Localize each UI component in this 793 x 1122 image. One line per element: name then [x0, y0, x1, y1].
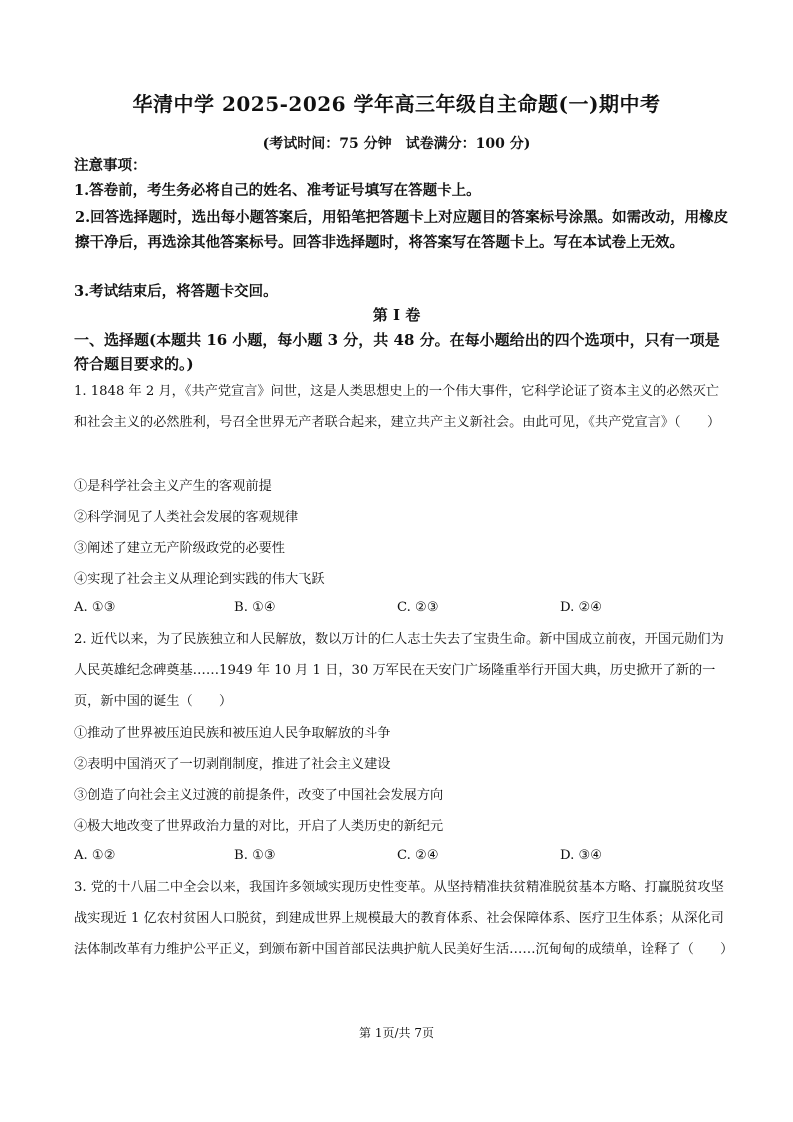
question-1-choices	[74, 600, 714, 620]
notice-item-2: 2.回答选择题时，选出每小题答案后，用铅笔把答题卡上对应题目的答案标号涂黑。如需改动，用橡皮擦干净后，再选涂其他答案标号。回答非选择题时，将答案写在答题卡上。写在本试卷上无效。	[75, 209, 729, 251]
question-1-stem: 1. 1848 年 2 月，《共产党宣言》问世，这是人类思想史上的一个伟大事件，它科学论证了资本主义的必然灭亡和社会主义的必然胜利，号召全世界无产者联合起来，建立共产主义新社会。由此可见，《共产党宣言》（ ）	[74, 384, 721, 430]
section-title: 第 I 卷	[372, 306, 421, 324]
question-2-choices	[74, 848, 714, 868]
question-2-option-3: ③创造了向社会主义过渡的前提条件，改变了中国社会发展方向	[74, 788, 444, 803]
notice-item-1: 1.答卷前，考生务必将自己的姓名、准考证号填写在答题卡上。	[74, 182, 481, 199]
section-heading: 一、选择题(本题共 16 小题，每小题 3 分，共 48 分。在每小题给出的四个选项中，只有一项是符合题目要求的。)	[74, 331, 720, 373]
question-2-choice-b: B. ①③	[234, 848, 276, 863]
question-3-stem: 3. 党的十八届二中全会以来，我国许多领域实现历史性变革。从坚持精准扶贫精准脱贫基本方略、打赢脱贫攻坚战实现近 1 亿农村贫困人口脱贫，到建成世界上规模最大的教育体系、社会保障体系、医疗卫生体系；从深化司法体制改革有力维护公平正义，到颁布新中国首部民法典护航人民美好生活……沉甸甸的成绩单，诠释了（ ）	[74, 880, 734, 957]
question-1-choice-d: D. ②④	[560, 600, 603, 615]
question-2-option-1: ①推动了世界被压迫民族和被压迫人民争取解放的斗争	[74, 726, 391, 741]
question-1-choice-b: B. ①④	[234, 600, 276, 615]
question-2-choice-a: A. ①②	[74, 848, 116, 863]
exam-subtitle: (考试时间：75 分钟 试卷满分：100 分)	[262, 136, 531, 152]
question-2-option-4: ④极大地改变了世界政治力量的对比，开启了人类历史的新纪元	[74, 819, 444, 834]
question-1-choice-c: C. ②③	[397, 600, 439, 615]
question-1-option-2: ②科学洞见了人类社会发展的客观规律	[74, 510, 299, 525]
question-1-option-4: ④实现了社会主义从理论到实践的伟大飞跃	[74, 572, 325, 587]
question-2-option-2: ②表明中国消灭了一切剥削制度，推进了社会主义建设	[74, 757, 391, 772]
question-1-option-3: ③阐述了建立无产阶级政党的必要性	[74, 541, 285, 556]
notice-item-3: 3.考试结束后，将答题卡交回。	[74, 283, 278, 300]
question-1-choice-a: A. ①③	[74, 600, 116, 615]
question-2-choice-d: D. ③④	[560, 848, 603, 863]
question-2-choice-c: C. ②④	[397, 848, 439, 863]
question-2-stem: 2. 近代以来，为了民族独立和人民解放，数以万计的仁人志士失去了宝贵生命。新中国成立前夜，开国元勋们为人民英雄纪念碑奠基……1949 年 10 月 1 日，30 万军民在天安门广场隆重举行开国大典，历史掀开了新的一页，新中国的诞生（ ）	[74, 632, 724, 709]
notice-heading: 注意事项：	[74, 157, 147, 174]
page-number: 第 1页/共 7页	[359, 1026, 434, 1040]
exam-title: 华清中学 2025-2026 学年高三年级自主命题(一)期中考	[132, 92, 661, 116]
question-1-option-1: ①是科学社会主义产生的客观前提	[74, 479, 272, 494]
